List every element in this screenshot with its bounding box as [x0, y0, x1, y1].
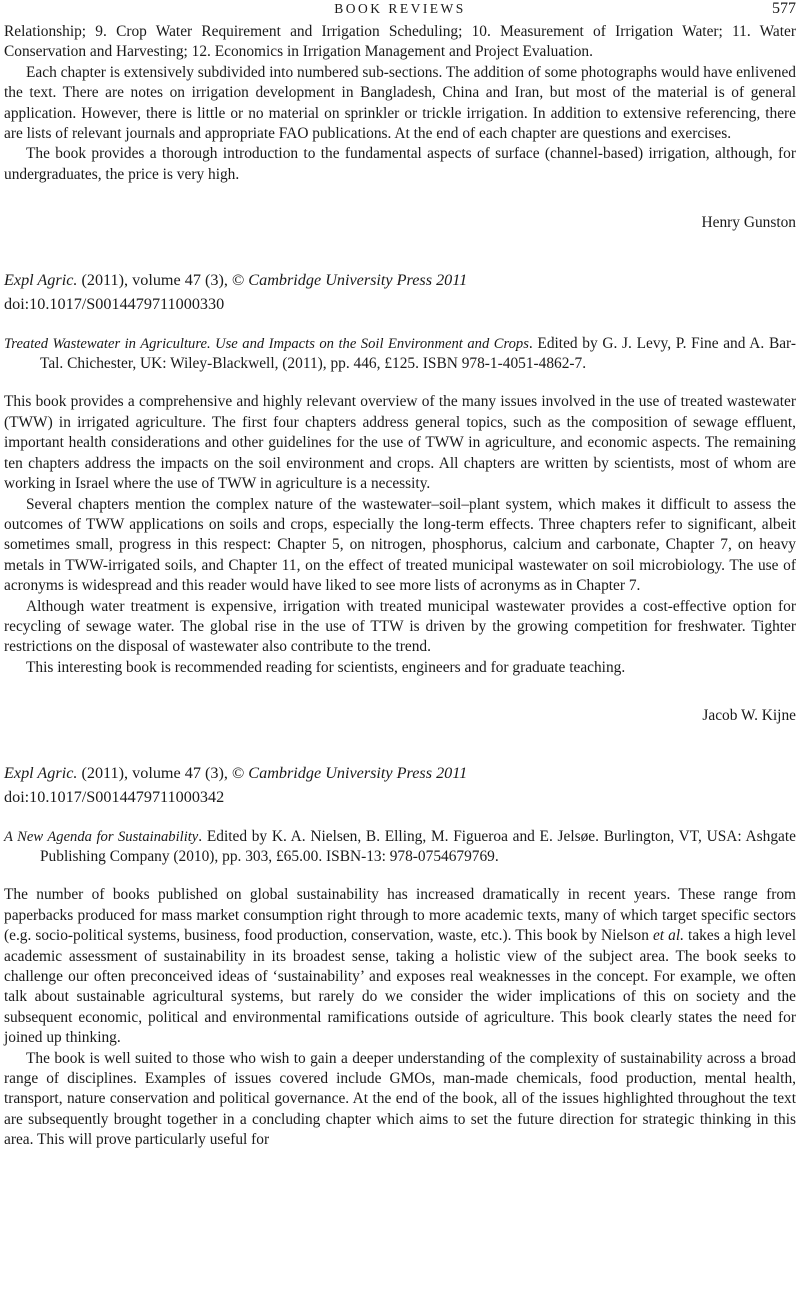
journal-volume: (2011), volume 47 (3), ©	[77, 763, 249, 782]
review-sustainability	[4, 761, 796, 1151]
book-details: . Edited by G. J. Levy, P. Fine and A. Bar-Tal. Chichester, UK: Wiley-Blackwell, (2011), pp. 446, £125. ISBN 978-1-4051-4862-7.	[40, 334, 796, 373]
review3-paragraph1-text-cont: takes a high level academic assessment of sustainability in its broadest sense, taking a holistic view of the subject area. The book seeks to challenge our often preconceived ideas of ‘sustainability’ and exposes real weaknesses in the concept. For example, we often talk about sustainable agricultural systems, but rarely do we consider the wider implications of this on society and the subsequent economic, political and environmental ramifications outside of agriculture. This book clearly states the need for joined up thinking.	[4, 927, 797, 1047]
journal-citation	[4, 761, 796, 785]
book-entry	[4, 827, 796, 868]
book-title: Treated Wastewater in Agriculture. Use and Impacts on the Soil Environment and Crops	[4, 335, 529, 352]
doi: doi:10.1017/S0014479711000330	[4, 294, 225, 313]
review3-paragraph1-text: The number of books published on global sustainability has increased dramatically in recent years. These range from paperbacks produced for mass market consumption right through to more academic texts, many of which target specific sectors (e.g. socio-political systems, business, food production, conservation, waste, etc.). This book by Nielson	[4, 886, 796, 945]
reviewer-name: Jacob W. Kijne	[702, 707, 796, 725]
journal-publisher: Cambridge University Press 2011	[248, 270, 468, 289]
page-number: 577	[772, 0, 796, 17]
et-al: et al.	[652, 927, 684, 945]
review2-paragraph: Several chapters mention the complex nature of the wastewater–soil–plant system, which makes it difficult to assess the outcomes of TWW applications on soils and crops, especially the long-term effects. Three chapters refer to significant, albeit sometimes small, progress in this respect: Chapter 5, on nitrogen, phosphorus, calcium and carbonate, Chapter 7, on heavy metals in TWW-irrigated soils, and Chapter 11, on the effect of treated municipal wastewater on soil microbiology. The use of acronyms is widespread and this reader would have liked to see more lists of acronyms as in Chapter 7.	[4, 495, 796, 595]
review3-paragraph	[4, 885, 796, 1048]
book-entry	[4, 334, 796, 375]
review2-paragraph: This book provides a comprehensive and highly relevant overview of the many issues involved in the use of treated wastewater (TWW) in irrigated agriculture. The first four chapters address general topics, such as the composition of sewage effluent, important health considerations and other guidelines for the use of TWW in agriculture, and economic aspects. The remaining ten chapters address the impacts on the soil environment and crops. All chapters are written by scientists, most of whom are working in Israel where the use of TWW in agriculture is a necessity.	[4, 393, 796, 493]
review2-paragraph: This interesting book is recommended reading for scientists, engineers and for graduate teaching.	[26, 658, 626, 676]
article-body	[4, 22, 796, 1151]
journal-publisher: Cambridge University Press 2011	[248, 763, 468, 782]
review1-paragraph: Each chapter is extensively subdivided into numbered sub-sections. The addition of some photographs would have enlivened the text. There are notes on irrigation development in Bangladesh, China and Iran, but most of the material is of general application. However, there is little or no material on sprinkler or trickle irrigation. In addition to extensive referencing, there are lists of relevant journals and appropriate FAO publications. At the end of each chapter are questions and exercises.	[4, 63, 796, 143]
review3-paragraph: The book is well suited to those who wish to gain a deeper understanding of the complexity of sustainability across a broad range of disciplines. Examples of issues covered include GMOs, man-made chemicals, food production, mental health, transport, nature conservation and political governance. At the end of the book, all of the issues highlighted throughout the text are subsequently brought together in a concluding chapter which aims to set the future direction for strategic thinking in this area. This will prove particularly useful for	[4, 1049, 796, 1149]
journal-volume: (2011), volume 47 (3), ©	[77, 270, 249, 289]
review-kijne	[4, 268, 796, 727]
book-details: . Edited by K. A. Nielsen, B. Elling, M. Figueroa and E. Jelsøe. Burlington, VT, USA: Ashgate Publishing Company (2010), pp. 303, £65.00. ISBN-13: 978-0754679769.	[40, 827, 796, 865]
book-title: A New Agenda for Sustainability	[4, 828, 199, 845]
review2-paragraph: Although water treatment is expensive, irrigation with treated municipal wastewater provides a cost-effective option for recycling of sewage water. The global rise in the use of TTW is driven by the growing competition for freshwater. Tighter restrictions on the disposal of wastewater also contribute to the trend.	[4, 597, 796, 656]
reviewer-name: Henry Gunston	[701, 214, 796, 232]
review-gunston	[4, 22, 796, 234]
running-title: BOOK REVIEWS	[334, 1, 466, 16]
journal-abbrev: Expl Agric.	[4, 763, 78, 782]
doi: doi:10.1017/S0014479711000342	[4, 787, 225, 806]
journal-citation	[4, 268, 796, 292]
journal-abbrev: Expl Agric.	[4, 270, 78, 289]
running-head	[0, 0, 800, 18]
review1-continued-paragraph: Relationship; 9. Crop Water Requirement and Irrigation Scheduling; 10. Measurement of Irrigation Water; 11. Water Conservation and Harvesting; 12. Economics in Irrigation Management and Project Evaluation.	[4, 23, 796, 61]
review1-paragraph: The book provides a thorough introduction to the fundamental aspects of surface (channel-based) irrigation, although, for undergraduates, the price is very high.	[4, 145, 796, 183]
